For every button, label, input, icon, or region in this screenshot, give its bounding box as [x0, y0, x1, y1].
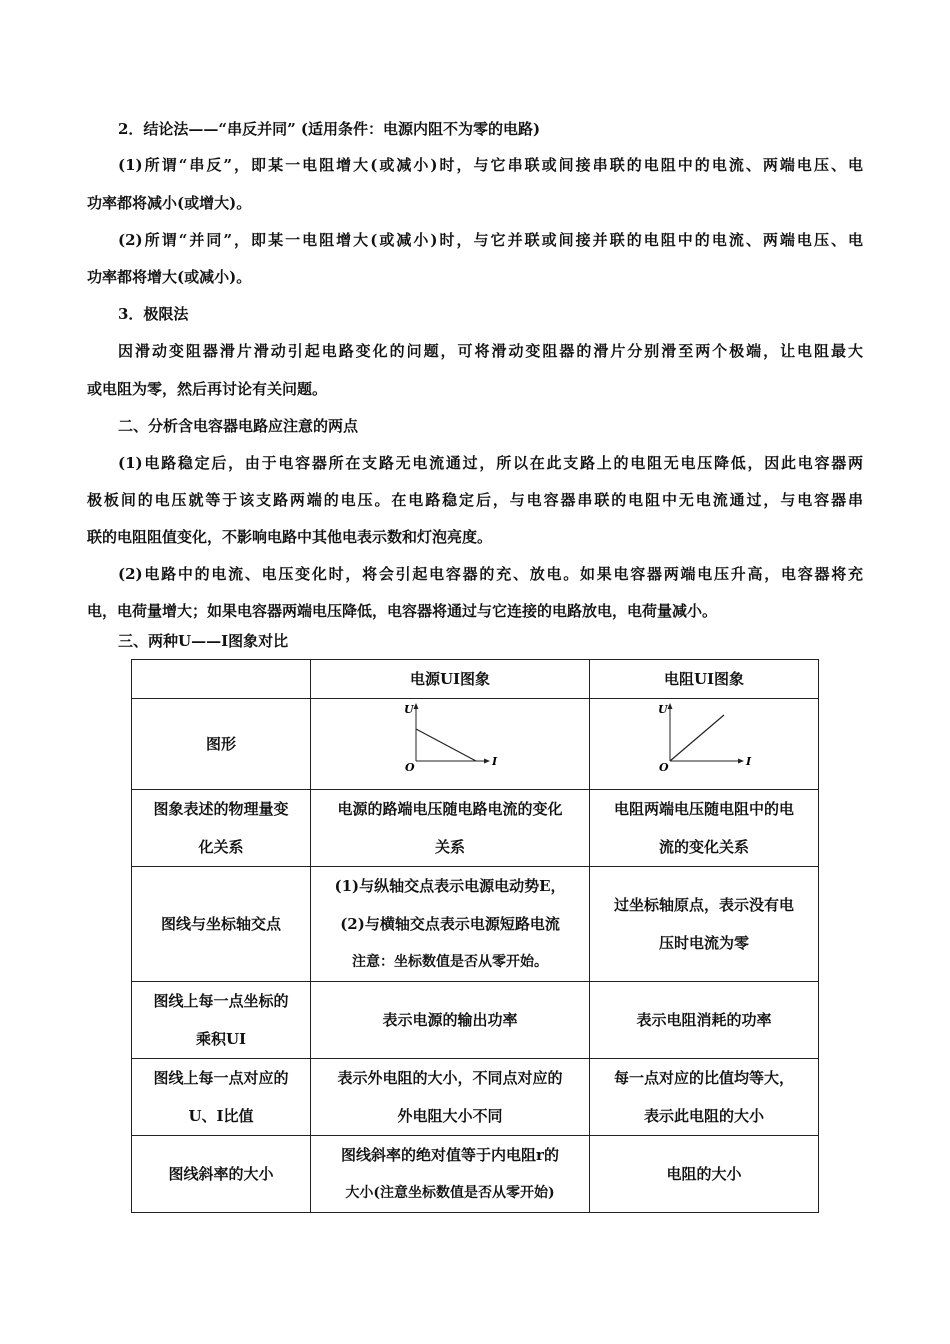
source-ui-graph [400, 699, 500, 775]
heading-capacitor: 二、分析含电容器电路应注意的两点 [118, 417, 359, 435]
source-cell: 电源的路端电压随电路电流的变化 关系 [311, 790, 590, 867]
resistor-cell: 电阻两端电压随电阻中的电 流的变化关系 [589, 790, 818, 867]
resistor-u-label: U [657, 703, 668, 716]
resistor-ui-graph [654, 699, 754, 775]
row-label-graph: 图形 [132, 699, 311, 790]
paragraph-limit-line1: 因滑动变阻器滑片滑动引起电路变化的问题，可将滑动变阻器的滑片分别滑至两个极端，让电阻最大 [118, 342, 863, 360]
paragraph-limit-line2: 或电阻为零，然后再讨论有关问题。 [87, 380, 328, 398]
table-row [132, 1059, 819, 1136]
row-label: 图线斜率的大小 [132, 1136, 311, 1213]
source-u-arrow [414, 703, 419, 709]
resistor-cell: 每一点对应的比值均等大， 表示此电阻的大小 [589, 1059, 818, 1136]
source-cell: 表示电源的输出功率 [311, 982, 590, 1059]
heading-limit-method: 3．极限法 [118, 305, 189, 323]
paragraph-series-line1: (1)所谓“串反”，即某一电阻增大(或减小)时，与它串联或间接串联的电阻中的电流、两端电压、电 [118, 156, 863, 174]
table-row [132, 982, 819, 1059]
source-i-label: I [492, 755, 498, 768]
heading-conclusion-method: 2．结论法——“串反并同” (适用条件：电源内阻不为零的电路) [118, 120, 541, 138]
paragraph-capacitor1-line2: 极板间的电压就等于该支路两端的电压。在电路稳定后，与电容器串联的电阻中无电流通过，与电容器串 [87, 491, 863, 509]
source-u-label: U [404, 703, 414, 716]
resistor-graph-cell [589, 699, 818, 790]
source-i-arrow [484, 759, 490, 764]
table-header-row [132, 660, 819, 699]
table-row [132, 1136, 819, 1213]
ui-comparison-table [131, 659, 819, 1213]
resistor-i-label: I [745, 755, 752, 768]
source-o-label: O [405, 761, 415, 774]
table-row [132, 790, 819, 867]
header-cell-source: 电源UI图象 [311, 660, 590, 699]
table-row-graph [132, 699, 819, 790]
resistor-cell: 电阻的大小 [589, 1136, 818, 1213]
header-cell-empty [132, 660, 311, 699]
heading-ui-comparison: 三、两种U——I图象对比 [118, 632, 289, 650]
source-cell: (1)与纵轴交点表示电源电动势E， (2)与横轴交点表示电源短路电流 注意：坐标数值是否从零开始。 [311, 867, 590, 982]
paragraph-capacitor2-line1: (2)电路中的电流、电压变化时，将会引起电容器的充、放电。如果电容器两端电压升高，电容器将充 [118, 565, 863, 583]
paragraph-parallel-line2: 功率都将增大(或减小)。 [87, 268, 252, 286]
source-graph-cell [311, 699, 590, 790]
source-cell: 图线斜率的绝对值等于内电阻r的 大小(注意坐标数值是否从零开始) [311, 1136, 590, 1213]
row-label: 图线与坐标轴交点 [132, 867, 311, 982]
paragraph-capacitor1-line1: (1)电路稳定后，由于电容器所在支路无电流通过，所以在此支路上的电阻无电压降低，因此电容器两 [118, 454, 863, 472]
header-cell-resistor: 电阻UI图象 [589, 660, 818, 699]
resistor-cell: 表示电阻消耗的功率 [589, 982, 818, 1059]
source-line [416, 729, 476, 761]
paragraph-parallel-line1: (2)所谓“并同”，即某一电阻增大(或减小)时，与它并联或间接并联的电阻中的电流、两端电压、电 [118, 231, 863, 249]
source-cell: 表示外电阻的大小，不同点对应的 外电阻大小不同 [311, 1059, 590, 1136]
resistor-i-arrow [738, 759, 744, 764]
row-label: 图线上每一点坐标的 乘积UI [132, 982, 311, 1059]
paragraph-series-line2: 功率都将减小(或增大)。 [87, 194, 252, 212]
table-row [132, 867, 819, 982]
resistor-line [670, 715, 724, 761]
row-label: 图线上每一点对应的 U、I比值 [132, 1059, 311, 1136]
resistor-o-label: O [658, 761, 669, 774]
resistor-cell: 过坐标轴原点，表示没有电 压时电流为零 [589, 867, 818, 982]
paragraph-capacitor2-line2: 电，电荷量增大；如果电容器两端电压降低，电容器将通过与它连接的电路放电，电荷量减小。 [87, 602, 718, 620]
row-label: 图象表述的物理量变 化关系 [132, 790, 311, 867]
resistor-u-arrow [667, 703, 672, 709]
paragraph-capacitor1-line3: 联的电阻阻值变化，不影响电路中其他电表示数和灯泡亮度。 [87, 528, 493, 546]
